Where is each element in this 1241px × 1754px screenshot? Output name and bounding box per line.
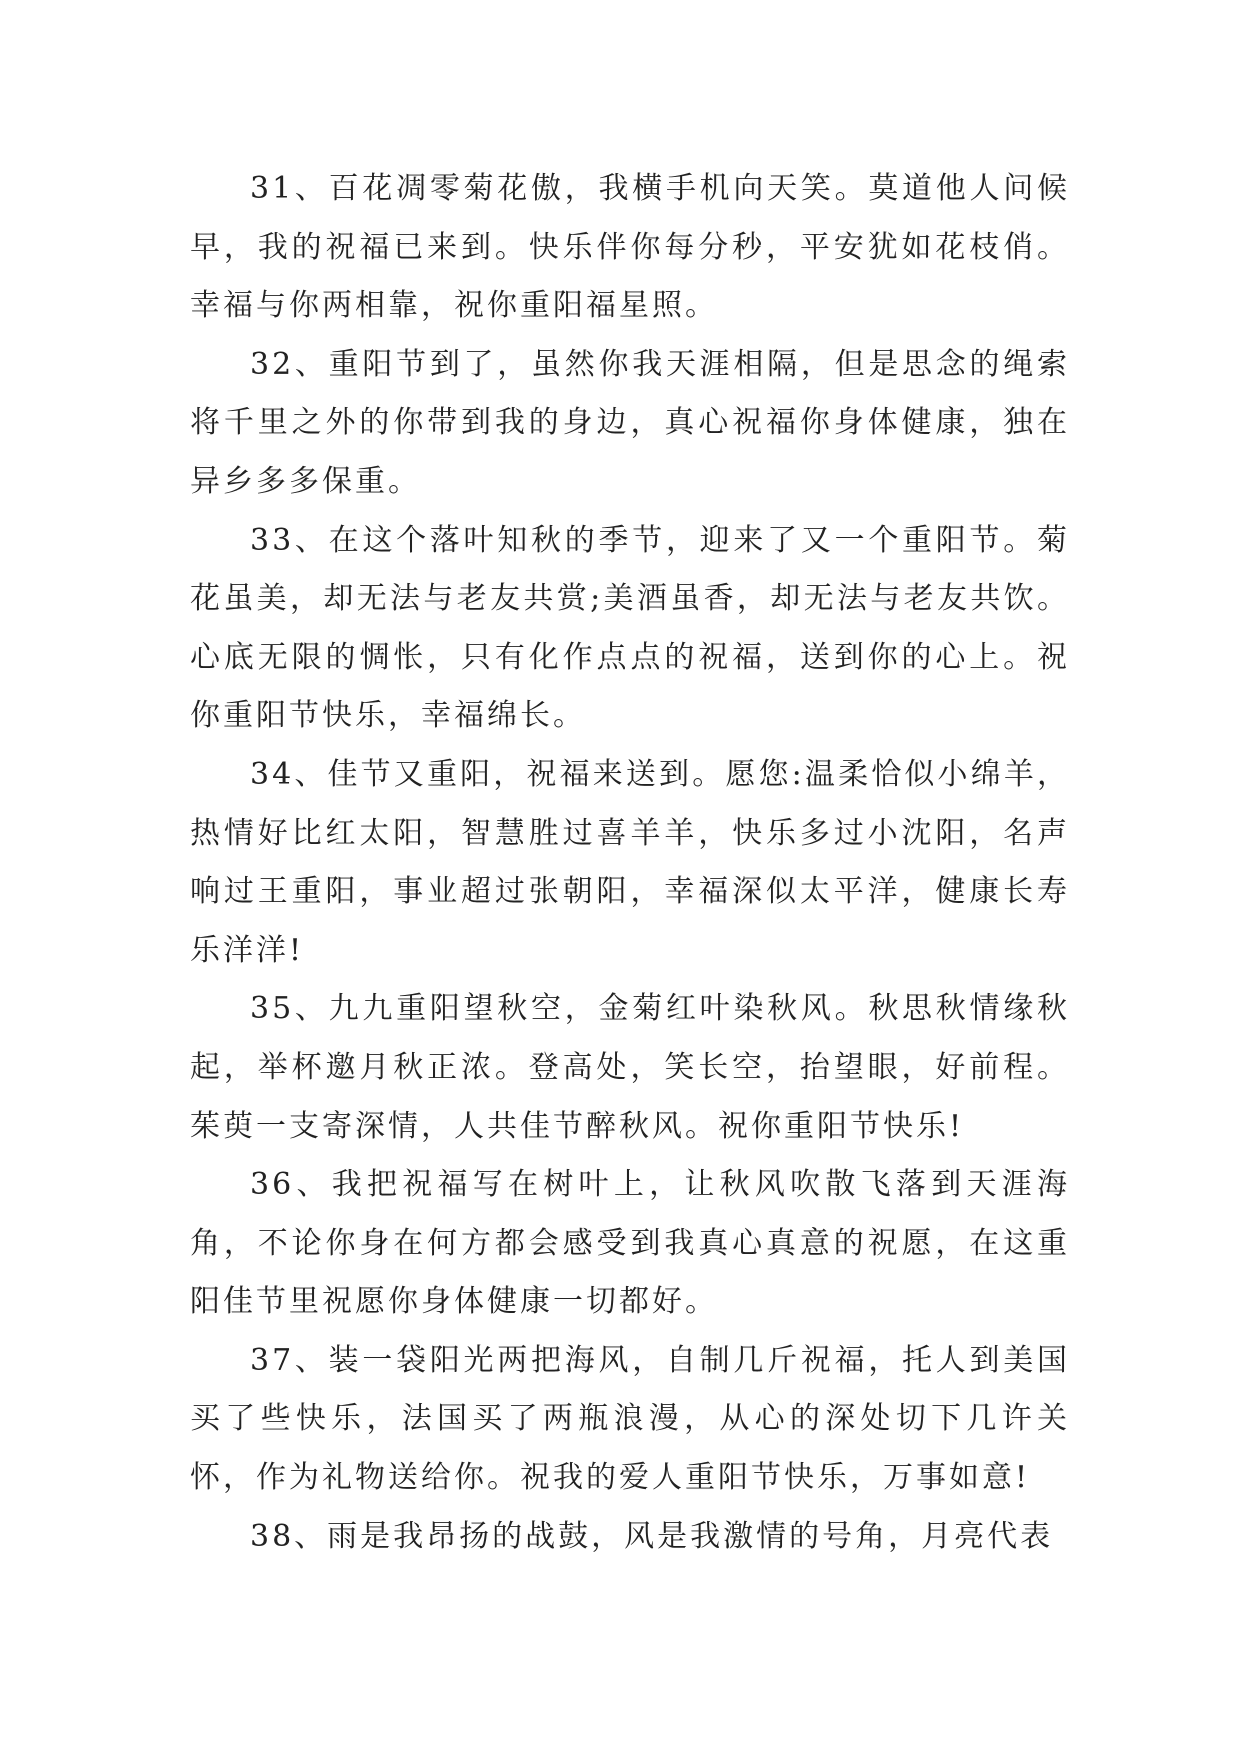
paragraph-38: 38、雨是我昂扬的战鼓，风是我激情的号角，月亮代表 bbox=[250, 1518, 1054, 1554]
paragraph-36: 36、我把祝福写在树叶上，让秋风吹散飞落到天涯海角，不论你身在何方都会感受到我真心真意的祝愿，在这重阳佳节里祝愿你身体健康一切都好。 bbox=[190, 1167, 1070, 1320]
paragraph-37: 37、装一袋阳光两把海风，自制几斤祝福，托人到美国买了些快乐，法国买了两瓶浪漫，从心的深处切下几许关怀，作为礼物送给你。祝我的爱人重阳节快乐，万事如意! bbox=[190, 1342, 1070, 1496]
paragraph-31: 31、百花凋零菊花傲，我横手机向天笑。莫道他人问候早，我的祝福已来到。快乐伴你每分秒，平安犹如花枝俏。幸福与你两相靠，祝你重阳福星照。 bbox=[190, 171, 1070, 324]
paragraph-34: 34、佳节又重阳，祝福来送到。愿您:温柔恰似小绵羊，热情好比红太阳，智慧胜过喜羊羊，快乐多过小沈阳，名声响过王重阳，事业超过张朝阳，幸福深似太平洋，健康长寿乐洋洋! bbox=[190, 756, 1070, 968]
document-body bbox=[190, 160, 1070, 1566]
paragraph-35: 35、九九重阳望秋空，金菊红叶染秋风。秋思秋情缘秋起，举杯邀月秋正浓。登高处，笑长空，抬望眼，好前程。茱萸一支寄深情，人共佳节醉秋风。祝你重阳节快乐! bbox=[190, 991, 1070, 1144]
paragraph-33: 33、在这个落叶知秋的季节，迎来了又一个重阳节。菊花虽美，却无法与老友共赏;美酒虽香，却无法与老友共饮。心底无限的惆怅，只有化作点点的祝福，送到你的心上。祝你重阳节快乐，幸福绵长。 bbox=[190, 522, 1070, 734]
paragraph-32: 32、重阳节到了，虽然你我天涯相隔，但是思念的绳索将千里之外的你带到我的身边，真心祝福你身体健康，独在异乡多多保重。 bbox=[190, 346, 1070, 499]
